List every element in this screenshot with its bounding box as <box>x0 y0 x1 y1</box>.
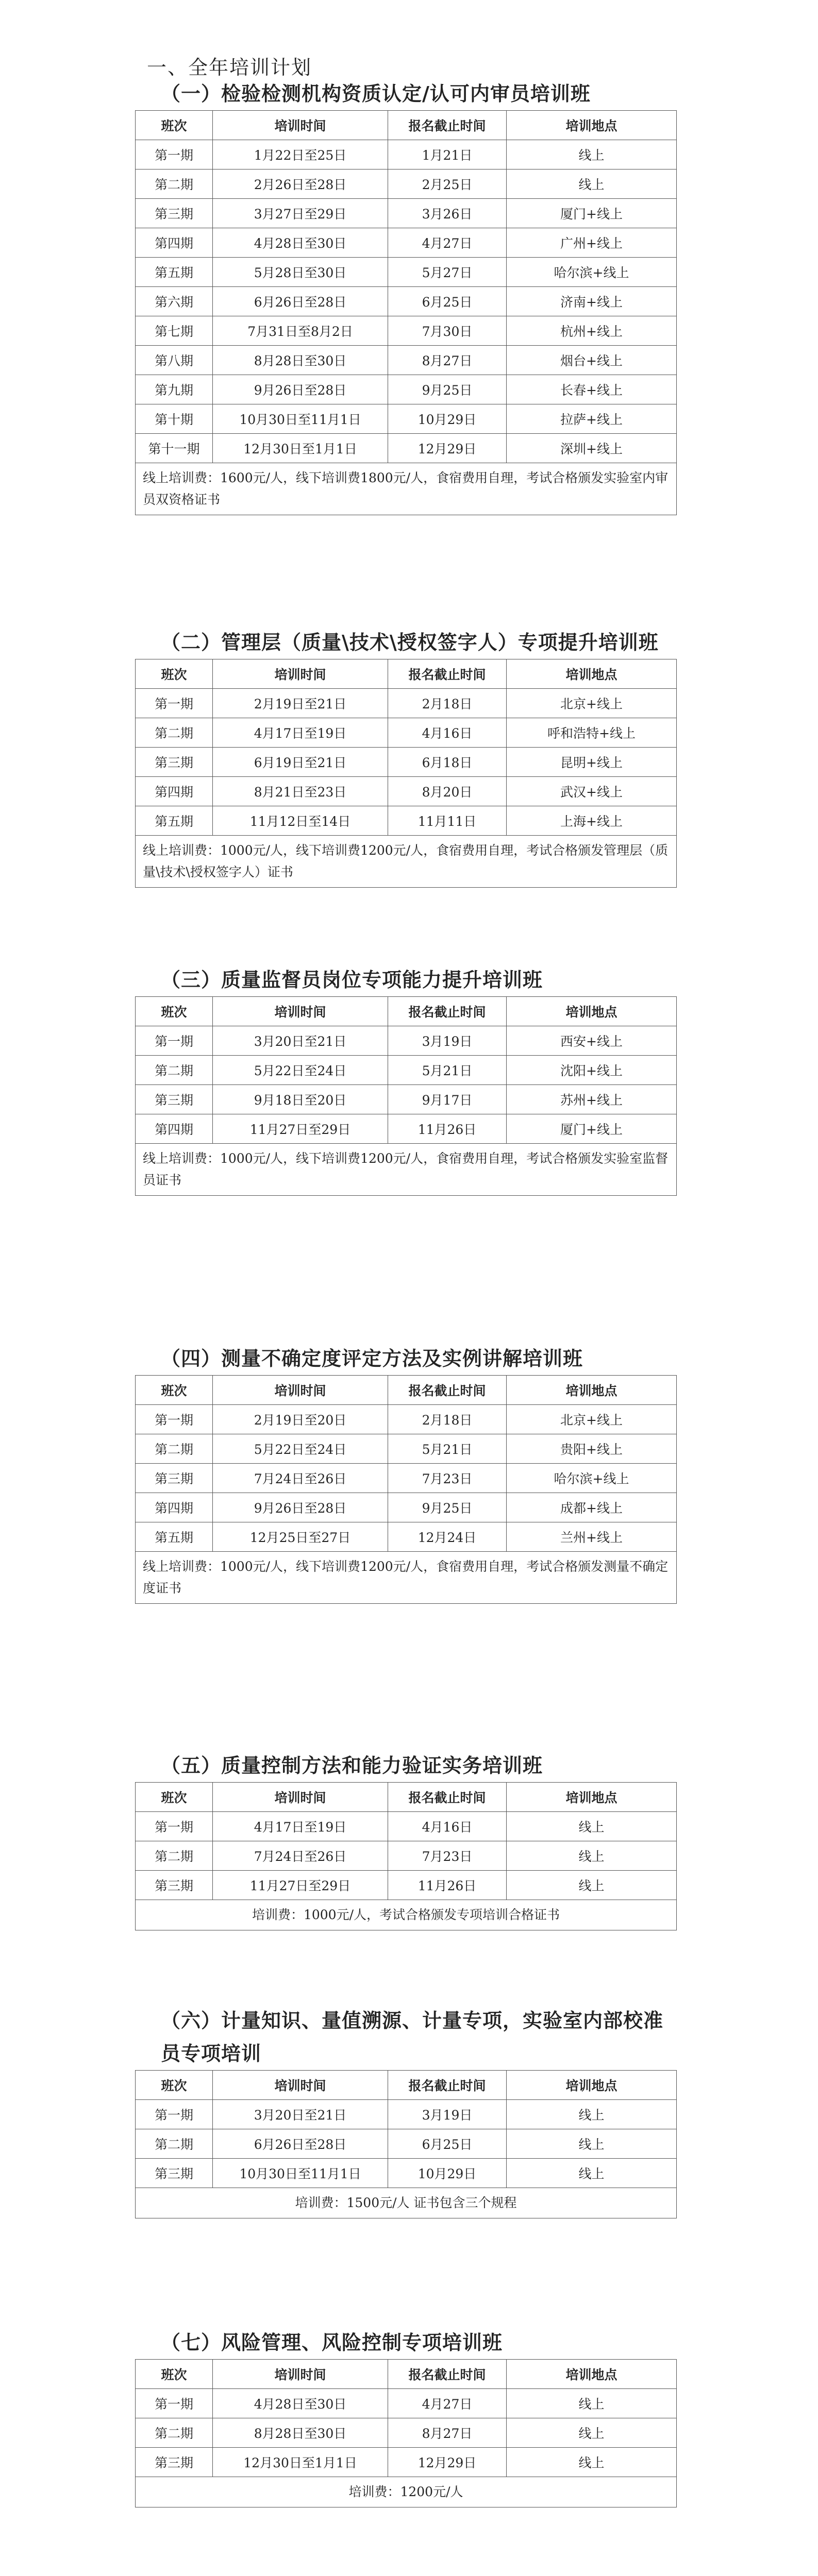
table-row <box>136 434 677 463</box>
fee-note-row <box>136 2188 677 2218</box>
deadline-cell: 3月19日 <box>388 1026 507 1056</box>
table-row <box>136 287 677 316</box>
deadline-cell: 7月23日 <box>388 1464 507 1493</box>
deadline-cell: 5月21日 <box>388 1434 507 1464</box>
training-time-cell: 6月26日至28日 <box>213 2129 388 2159</box>
deadline-cell: 3月26日 <box>388 199 507 228</box>
section-metrology <box>135 2004 676 2218</box>
training-time-cell: 10月30日至11月1日 <box>213 404 388 434</box>
location-cell: 拉萨+线上 <box>507 404 677 434</box>
table-header-row <box>136 2360 677 2389</box>
location-cell: 贵阳+线上 <box>507 1434 677 1464</box>
header-deadline: 报名截止时间 <box>388 659 507 689</box>
period-cell: 第二期 <box>136 1056 213 1085</box>
location-cell: 北京+线上 <box>507 1405 677 1434</box>
training-time-cell: 5月28日至30日 <box>213 258 388 287</box>
schedule-table <box>135 1782 677 1930</box>
training-time-cell: 4月28日至30日 <box>213 228 388 258</box>
training-time-cell: 6月26日至28日 <box>213 287 388 316</box>
training-time-cell: 9月18日至20日 <box>213 1085 388 1114</box>
training-time-cell: 12月30日至1月1日 <box>213 434 388 463</box>
deadline-cell: 12月29日 <box>388 2448 507 2477</box>
period-cell: 第三期 <box>136 2448 213 2477</box>
fee-note-row <box>136 1900 677 1930</box>
location-cell: 线上 <box>507 1841 677 1871</box>
table-row <box>136 228 677 258</box>
training-time-cell: 2月19日至20日 <box>213 1405 388 1434</box>
table-row <box>136 718 677 748</box>
header-period: 班次 <box>136 2071 213 2100</box>
deadline-cell: 10月29日 <box>388 404 507 434</box>
header-period: 班次 <box>136 659 213 689</box>
training-time-cell: 3月27日至29日 <box>213 199 388 228</box>
table-row <box>136 1493 677 1522</box>
header-training-time: 培训时间 <box>213 1376 388 1405</box>
location-cell: 武汉+线上 <box>507 777 677 806</box>
table-row <box>136 404 677 434</box>
table-row <box>136 748 677 777</box>
period-cell: 第一期 <box>136 1026 213 1056</box>
header-training-time: 培训时间 <box>213 2360 388 2389</box>
period-cell: 第三期 <box>136 1871 213 1900</box>
schedule-table <box>135 659 677 888</box>
table-row <box>136 689 677 718</box>
deadline-cell: 9月17日 <box>388 1085 507 1114</box>
deadline-cell: 8月20日 <box>388 777 507 806</box>
training-time-cell: 3月20日至21日 <box>213 2100 388 2129</box>
table-row <box>136 806 677 836</box>
table-row <box>136 1812 677 1841</box>
header-deadline: 报名截止时间 <box>388 1783 507 1812</box>
schedule-table <box>135 2070 677 2218</box>
period-cell: 第十期 <box>136 404 213 434</box>
header-location: 培训地点 <box>507 111 677 140</box>
deadline-cell: 9月25日 <box>388 375 507 404</box>
table-header-row <box>136 997 677 1026</box>
table-header-row <box>136 1783 677 1812</box>
training-time-cell: 1月22日至25日 <box>213 140 388 170</box>
header-deadline: 报名截止时间 <box>388 2071 507 2100</box>
section-uncertainty <box>135 1342 676 1604</box>
deadline-cell: 4月27日 <box>388 228 507 258</box>
fee-note-row <box>136 1144 677 1196</box>
deadline-cell: 6月25日 <box>388 287 507 316</box>
header-deadline: 报名截止时间 <box>388 111 507 140</box>
deadline-cell: 8月27日 <box>388 346 507 375</box>
table-header-row <box>136 1376 677 1405</box>
deadline-cell: 12月29日 <box>388 434 507 463</box>
table-row <box>136 1026 677 1056</box>
location-cell: 广州+线上 <box>507 228 677 258</box>
training-time-cell: 11月27日至29日 <box>213 1114 388 1144</box>
period-cell: 第五期 <box>136 258 213 287</box>
period-cell: 第三期 <box>136 2159 213 2188</box>
location-cell: 哈尔滨+线上 <box>507 258 677 287</box>
training-time-cell: 8月28日至30日 <box>213 2418 388 2448</box>
table-row <box>136 1085 677 1114</box>
table-row <box>136 2389 677 2418</box>
section-supervisor <box>135 963 676 1196</box>
location-cell: 济南+线上 <box>507 287 677 316</box>
period-cell: 第四期 <box>136 1493 213 1522</box>
deadline-cell: 1月21日 <box>388 140 507 170</box>
section-title: （五）质量控制方法和能力验证实务培训班 <box>161 1754 543 1777</box>
deadline-cell: 2月18日 <box>388 689 507 718</box>
location-cell: 西安+线上 <box>507 1026 677 1056</box>
training-time-cell: 11月12日至14日 <box>213 806 388 836</box>
header-training-time: 培训时间 <box>213 1783 388 1812</box>
header-location: 培训地点 <box>507 997 677 1026</box>
training-time-cell: 2月26日至28日 <box>213 170 388 199</box>
deadline-cell: 6月18日 <box>388 748 507 777</box>
period-cell: 第一期 <box>136 2100 213 2129</box>
deadline-cell: 4月27日 <box>388 2389 507 2418</box>
period-cell: 第九期 <box>136 375 213 404</box>
schedule-table <box>135 110 677 515</box>
period-cell: 第一期 <box>136 1405 213 1434</box>
deadline-cell: 9月25日 <box>388 1493 507 1522</box>
location-cell: 烟台+线上 <box>507 346 677 375</box>
section-title: （四）测量不确定度评定方法及实例讲解培训班 <box>161 1347 583 1370</box>
table-row <box>136 170 677 199</box>
deadline-cell: 7月23日 <box>388 1841 507 1871</box>
training-time-cell: 6月19日至21日 <box>213 748 388 777</box>
period-cell: 第一期 <box>136 140 213 170</box>
location-cell: 成都+线上 <box>507 1493 677 1522</box>
table-row <box>136 2159 677 2188</box>
header-period: 班次 <box>136 1376 213 1405</box>
table-header-row <box>136 111 677 140</box>
training-time-cell: 8月21日至23日 <box>213 777 388 806</box>
location-cell: 线上 <box>507 1871 677 1900</box>
training-time-cell: 12月25日至27日 <box>213 1522 388 1552</box>
table-row <box>136 1871 677 1900</box>
section-quality-control <box>135 1749 676 1930</box>
schedule-table <box>135 1375 677 1604</box>
table-row <box>136 346 677 375</box>
deadline-cell: 5月21日 <box>388 1056 507 1085</box>
table-header-row <box>136 2071 677 2100</box>
location-cell: 线上 <box>507 2448 677 2477</box>
training-time-cell: 5月22日至24日 <box>213 1056 388 1085</box>
table-row <box>136 1434 677 1464</box>
header-deadline: 报名截止时间 <box>388 2360 507 2389</box>
table-row <box>136 1114 677 1144</box>
location-cell: 厦门+线上 <box>507 199 677 228</box>
deadline-cell: 12月24日 <box>388 1522 507 1552</box>
location-cell: 北京+线上 <box>507 689 677 718</box>
period-cell: 第五期 <box>136 806 213 836</box>
period-cell: 第三期 <box>136 1464 213 1493</box>
section-management <box>135 626 676 888</box>
deadline-cell: 7月30日 <box>388 316 507 346</box>
section-title: （二）管理层（质量\技术\授权签字人）专项提升培训班 <box>161 631 659 654</box>
period-cell: 第三期 <box>136 748 213 777</box>
period-cell: 第二期 <box>136 170 213 199</box>
location-cell: 沈阳+线上 <box>507 1056 677 1085</box>
deadline-cell: 10月29日 <box>388 2159 507 2188</box>
header-training-time: 培训时间 <box>213 111 388 140</box>
table-row <box>136 1405 677 1434</box>
period-cell: 第十一期 <box>136 434 213 463</box>
header-location: 培训地点 <box>507 2360 677 2389</box>
fee-note-row <box>136 463 677 515</box>
location-cell: 哈尔滨+线上 <box>507 1464 677 1493</box>
deadline-cell: 6月25日 <box>388 2129 507 2159</box>
deadline-cell: 4月16日 <box>388 718 507 748</box>
location-cell: 上海+线上 <box>507 806 677 836</box>
fee-note-row <box>136 1552 677 1604</box>
location-cell: 线上 <box>507 170 677 199</box>
training-time-cell: 7月31日至8月2日 <box>213 316 388 346</box>
training-time-cell: 2月19日至21日 <box>213 689 388 718</box>
period-cell: 第一期 <box>136 2389 213 2418</box>
location-cell: 线上 <box>507 2418 677 2448</box>
period-cell: 第八期 <box>136 346 213 375</box>
table-row <box>136 1522 677 1552</box>
location-cell: 长春+线上 <box>507 375 677 404</box>
fee-note: 线上培训费：1000元/人，线下培训费1200元/人，食宿费用自理，考试合格颁发实验室监督员证书 <box>136 1144 677 1196</box>
header-period: 班次 <box>136 111 213 140</box>
header-location: 培训地点 <box>507 1783 677 1812</box>
table-row <box>136 375 677 404</box>
table-row <box>136 316 677 346</box>
header-training-time: 培训时间 <box>213 659 388 689</box>
training-time-cell: 3月20日至21日 <box>213 1026 388 1056</box>
header-period: 班次 <box>136 997 213 1026</box>
training-time-cell: 5月22日至24日 <box>213 1434 388 1464</box>
section-internal-auditor <box>135 77 676 515</box>
table-row <box>136 1841 677 1871</box>
period-cell: 第四期 <box>136 1114 213 1144</box>
section-title: （三）质量监督员岗位专项能力提升培训班 <box>161 968 543 991</box>
period-cell: 第二期 <box>136 1841 213 1871</box>
header-training-time: 培训时间 <box>213 2071 388 2100</box>
table-row <box>136 2129 677 2159</box>
period-cell: 第四期 <box>136 777 213 806</box>
schedule-table <box>135 996 677 1196</box>
fee-note: 线上培训费：1000元/人，线下培训费1200元/人，食宿费用自理，考试合格颁发测量不确定度证书 <box>136 1552 677 1604</box>
deadline-cell: 2月25日 <box>388 170 507 199</box>
fee-note: 培训费：1000元/人，考试合格颁发专项培训合格证书 <box>136 1900 677 1930</box>
location-cell: 线上 <box>507 2100 677 2129</box>
training-time-cell: 4月17日至19日 <box>213 1812 388 1841</box>
training-time-cell: 8月28日至30日 <box>213 346 388 375</box>
table-row <box>136 1464 677 1493</box>
location-cell: 线上 <box>507 1812 677 1841</box>
header-location: 培训地点 <box>507 2071 677 2100</box>
location-cell: 杭州+线上 <box>507 316 677 346</box>
page-title: 一、全年培训计划 <box>147 56 312 79</box>
period-cell: 第二期 <box>136 2129 213 2159</box>
location-cell: 昆明+线上 <box>507 748 677 777</box>
deadline-cell: 4月16日 <box>388 1812 507 1841</box>
location-cell: 线上 <box>507 140 677 170</box>
fee-note-row <box>136 836 677 888</box>
deadline-cell: 11月26日 <box>388 1114 507 1144</box>
training-time-cell: 7月24日至26日 <box>213 1841 388 1871</box>
fee-note: 培训费：1500元/人 证书包含三个规程 <box>136 2188 677 2218</box>
fee-note: 线上培训费：1000元/人，线下培训费1200元/人，食宿费用自理，考试合格颁发管理层（质量\技术\授权签字人）证书 <box>136 836 677 888</box>
period-cell: 第二期 <box>136 718 213 748</box>
period-cell: 第二期 <box>136 2418 213 2448</box>
training-time-cell: 7月24日至26日 <box>213 1464 388 1493</box>
period-cell: 第一期 <box>136 1812 213 1841</box>
deadline-cell: 2月18日 <box>388 1405 507 1434</box>
training-time-cell: 11月27日至29日 <box>213 1871 388 1900</box>
table-row <box>136 1056 677 1085</box>
table-row <box>136 2448 677 2477</box>
deadline-cell: 8月27日 <box>388 2418 507 2448</box>
table-row <box>136 140 677 170</box>
deadline-cell: 3月19日 <box>388 2100 507 2129</box>
header-location: 培训地点 <box>507 659 677 689</box>
training-time-cell: 10月30日至11月1日 <box>213 2159 388 2188</box>
header-deadline: 报名截止时间 <box>388 997 507 1026</box>
header-deadline: 报名截止时间 <box>388 1376 507 1405</box>
period-cell: 第二期 <box>136 1434 213 1464</box>
header-location: 培训地点 <box>507 1376 677 1405</box>
table-row <box>136 258 677 287</box>
section-title: （六）计量知识、量值溯源、计量专项，实验室内部校准员专项培训 <box>161 2009 664 2065</box>
fee-note-row <box>136 2477 677 2507</box>
period-cell: 第五期 <box>136 1522 213 1552</box>
location-cell: 线上 <box>507 2129 677 2159</box>
training-time-cell: 9月26日至28日 <box>213 1493 388 1522</box>
training-time-cell: 4月28日至30日 <box>213 2389 388 2418</box>
header-training-time: 培训时间 <box>213 997 388 1026</box>
period-cell: 第七期 <box>136 316 213 346</box>
table-header-row <box>136 659 677 689</box>
table-row <box>136 777 677 806</box>
section-risk <box>135 2326 676 2507</box>
period-cell: 第三期 <box>136 199 213 228</box>
training-time-cell: 4月17日至19日 <box>213 718 388 748</box>
location-cell: 兰州+线上 <box>507 1522 677 1552</box>
location-cell: 厦门+线上 <box>507 1114 677 1144</box>
fee-note: 线上培训费：1600元/人，线下培训费1800元/人，食宿费用自理，考试合格颁发实验室内审员双资格证书 <box>136 463 677 515</box>
deadline-cell: 5月27日 <box>388 258 507 287</box>
period-cell: 第四期 <box>136 228 213 258</box>
training-time-cell: 12月30日至1月1日 <box>213 2448 388 2477</box>
period-cell: 第六期 <box>136 287 213 316</box>
location-cell: 深圳+线上 <box>507 434 677 463</box>
location-cell: 苏州+线上 <box>507 1085 677 1114</box>
header-period: 班次 <box>136 1783 213 1812</box>
section-title: （七）风险管理、风险控制专项培训班 <box>161 2331 503 2354</box>
training-time-cell: 9月26日至28日 <box>213 375 388 404</box>
section-title: （一）检验检测机构资质认定/认可内审员培训班 <box>161 82 591 105</box>
deadline-cell: 11月11日 <box>388 806 507 836</box>
table-row <box>136 2100 677 2129</box>
table-row <box>136 2418 677 2448</box>
location-cell: 线上 <box>507 2389 677 2418</box>
location-cell: 呼和浩特+线上 <box>507 718 677 748</box>
header-period: 班次 <box>136 2360 213 2389</box>
period-cell: 第一期 <box>136 689 213 718</box>
table-row <box>136 199 677 228</box>
period-cell: 第三期 <box>136 1085 213 1114</box>
schedule-table <box>135 2359 677 2507</box>
fee-note: 培训费：1200元/人 <box>136 2477 677 2507</box>
location-cell: 线上 <box>507 2159 677 2188</box>
deadline-cell: 11月26日 <box>388 1871 507 1900</box>
